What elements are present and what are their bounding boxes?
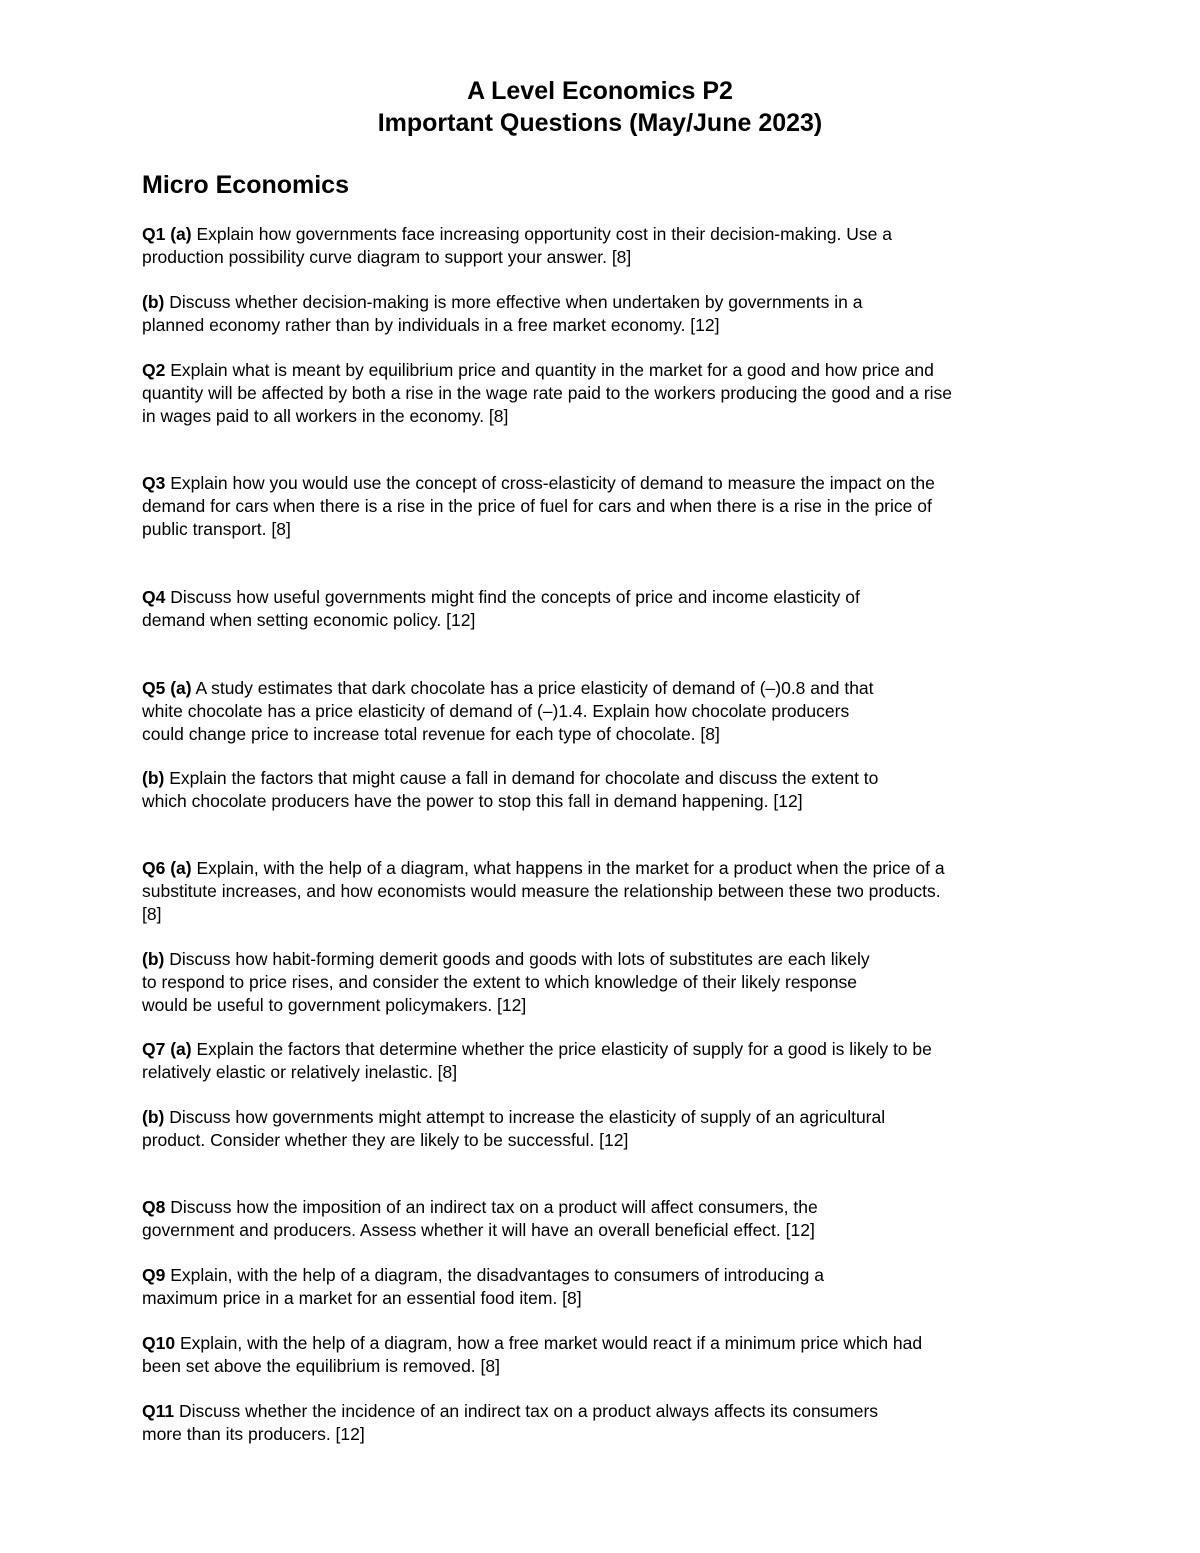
question-line: production possibility curve diagram to support your answer. [8] [142,247,632,267]
question-text: Discuss how the imposition of an indirect tax on a product will affect consumers, the [170,1197,818,1217]
question-line: substitute increases, and how economists would measure the relationship between these two products. [142,881,941,901]
question-q1b [142,291,1062,337]
question-q5b [142,767,1062,813]
question-q8 [142,1196,1062,1242]
question-q7a [142,1038,1062,1084]
question-text: Explain what is meant by equilibrium price and quantity in the market for a good and how price and [170,360,934,380]
question-label: Q6 (a) [142,858,192,878]
question-q6a [142,857,1062,926]
question-text: A study estimates that dark chocolate has a price elasticity of demand of (–)0.8 and that [195,678,874,698]
question-label: Q7 (a) [142,1039,192,1059]
question-text: Explain the factors that might cause a fall in demand for chocolate and discuss the extent to [169,768,879,788]
question-line [142,948,1062,971]
question-line: government and producers. Assess whether it will have an overall beneficial effect. [12] [142,1220,815,1240]
question-label: (b) [142,292,165,312]
question-label: (b) [142,1107,165,1127]
question-line [142,1038,1062,1061]
question-label: Q2 [142,360,166,380]
question-line [142,472,1062,495]
question-line: public transport. [8] [142,519,291,539]
question-line: demand for cars when there is a rise in the price of fuel for cars and when there is a rise in the price of [142,496,932,516]
question-line [142,291,1062,314]
document-subtitle: Important Questions (May/June 2023) [377,109,823,137]
question-line: to respond to price rises, and consider the extent to which knowledge of their likely response [142,972,857,992]
question-line [142,1264,1062,1287]
question-line [142,586,1062,609]
question-label: Q11 [142,1401,175,1421]
question-text: Discuss whether the incidence of an indirect tax on a product always affects its consumers [179,1401,879,1421]
question-line [142,1106,1062,1129]
question-text: Explain how governments face increasing opportunity cost in their decision-making. Use a [196,224,892,244]
question-line: more than its producers. [12] [142,1424,365,1444]
question-line: product. Consider whether they are likely to be successful. [12] [142,1130,629,1150]
question-line [142,223,1062,246]
question-line [142,1332,1062,1355]
question-text: Discuss whether decision-making is more effective when undertaken by governments in a [169,292,863,312]
question-label: (b) [142,949,165,969]
question-line: planned economy rather than by individuals in a free market economy. [12] [142,315,720,335]
question-line: white chocolate has a price elasticity of demand of (–)1.4. Explain how chocolate producers [142,701,850,721]
question-line: quantity will be affected by both a rise in the wage rate paid to the workers producing the good and a rise [142,383,953,403]
question-line [142,677,1062,700]
question-line: in wages paid to all workers in the economy. [8] [142,406,509,426]
question-text: Explain, with the help of a diagram, what happens in the market for a product when the price of a [196,858,945,878]
question-label: Q10 [142,1333,176,1353]
question-label: (b) [142,768,165,788]
question-q5a [142,677,1062,746]
question-line [142,1196,1062,1219]
document-title: A Level Economics P2 [467,77,733,105]
question-line: relatively elastic or relatively inelastic. [8] [142,1062,458,1082]
question-text: Explain the factors that determine whether the price elasticity of supply for a good is likely to be [196,1039,932,1059]
question-line: would be useful to government policymakers. [12] [142,995,527,1015]
question-q3 [142,472,1062,541]
question-text: Explain, with the help of a diagram, the disadvantages to consumers of introducing a [170,1265,824,1285]
question-label: Q4 [142,587,166,607]
question-line [142,359,1062,382]
question-q4 [142,586,1062,632]
question-q1a [142,223,1062,269]
question-q11 [142,1400,1062,1446]
question-q9 [142,1264,1062,1310]
question-line: demand when setting economic policy. [12] [142,610,476,630]
question-label: Q9 [142,1265,166,1285]
question-label: Q3 [142,473,166,493]
question-q6b [142,948,1062,1017]
question-label: Q1 (a) [142,224,192,244]
section-heading: Micro Economics [142,171,349,199]
question-line: [8] [142,904,162,924]
question-label: Q5 (a) [142,678,192,698]
question-text: Explain, with the help of a diagram, how a free market would react if a minimum price which had [179,1333,923,1353]
question-text: Discuss how governments might attempt to increase the elasticity of supply of an agricultural [169,1107,886,1127]
question-line [142,767,1062,790]
question-label: Q8 [142,1197,166,1217]
question-q7b [142,1106,1062,1152]
question-q2 [142,359,1062,428]
question-line [142,1400,1062,1423]
question-text: Explain how you would use the concept of cross-elasticity of demand to measure the impact on the [170,473,935,493]
question-line: been set above the equilibrium is removed. [8] [142,1356,500,1376]
question-line: which chocolate producers have the power to stop this fall in demand happening. [12] [142,791,803,811]
question-text: Discuss how habit-forming demerit goods and goods with lots of substitutes are each likely [169,949,870,969]
question-line: maximum price in a market for an essential food item. [8] [142,1288,582,1308]
question-q10 [142,1332,1062,1378]
question-line: could change price to increase total revenue for each type of chocolate. [8] [142,724,720,744]
question-line [142,857,1062,880]
question-text: Discuss how useful governments might find the concepts of price and income elasticity of [170,587,860,607]
